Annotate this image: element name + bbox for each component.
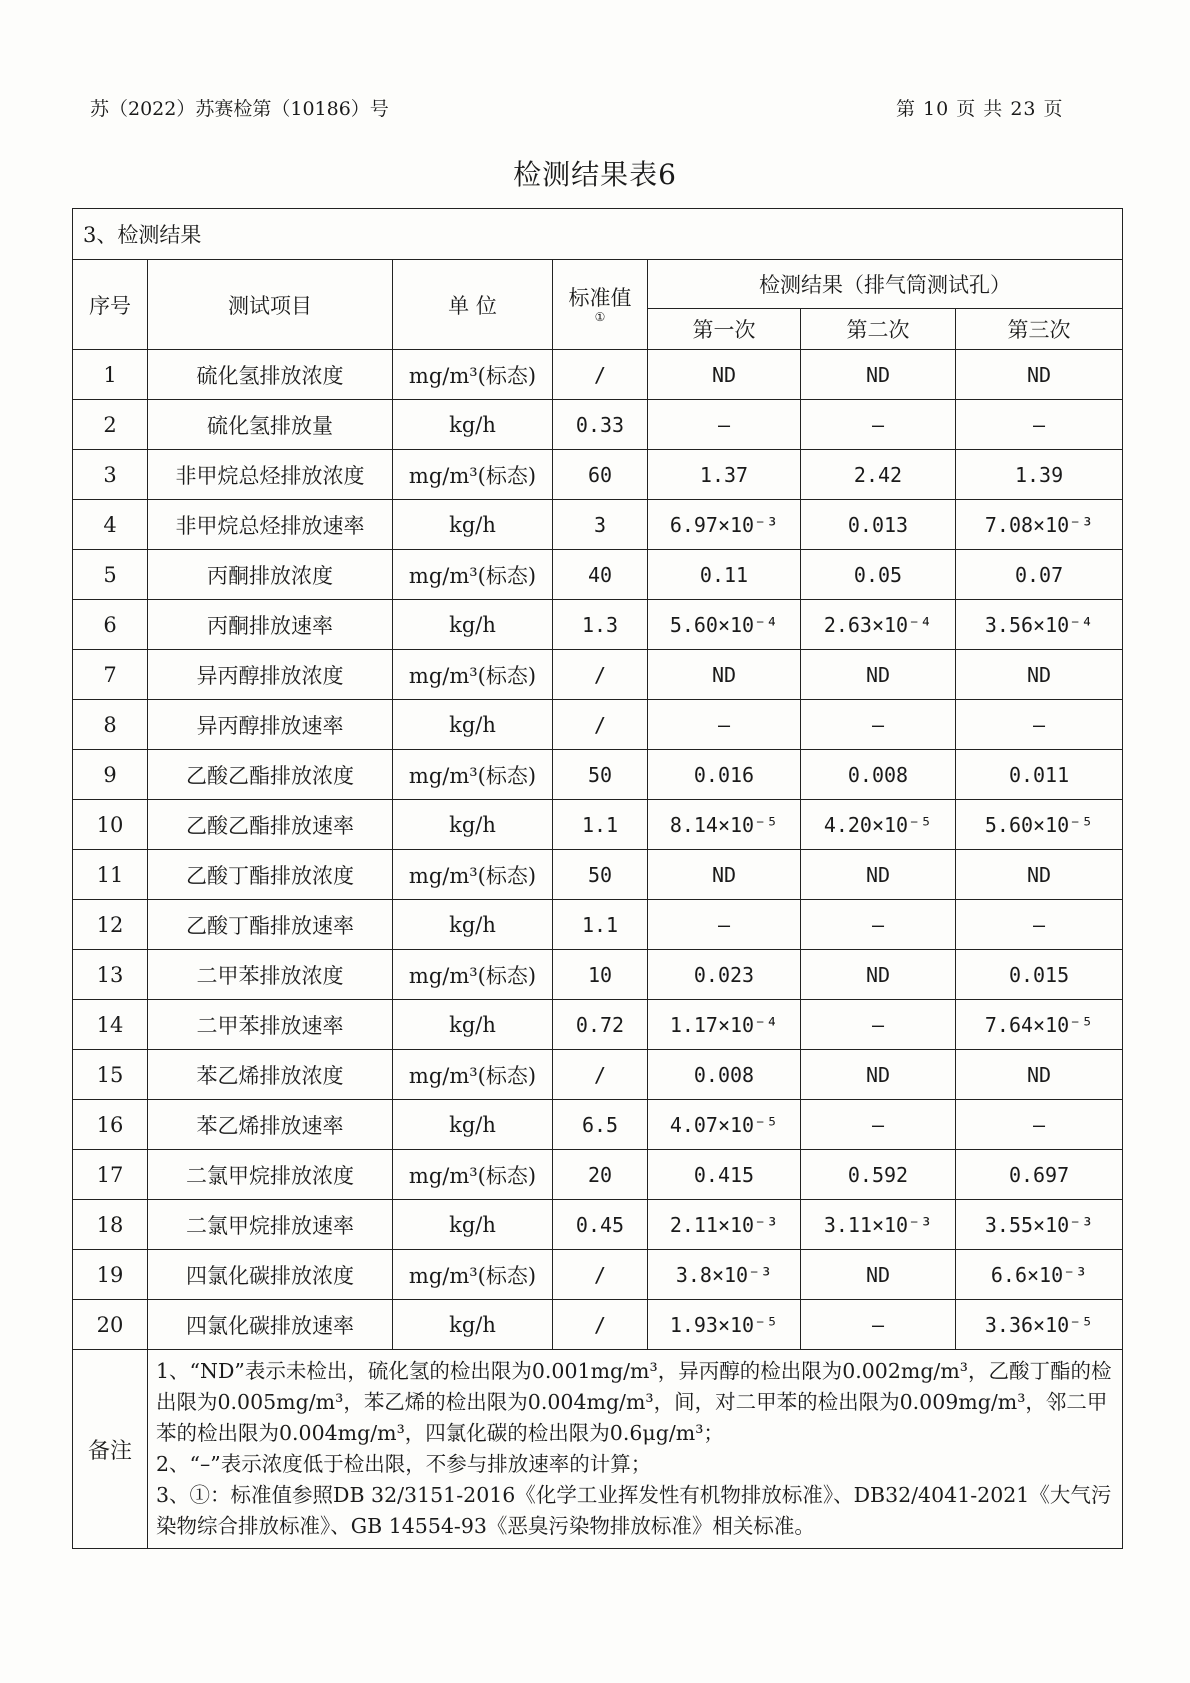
row-result-first: 1.37 xyxy=(648,450,801,500)
row-seq: 13 xyxy=(73,950,148,1000)
row-result-third: ND xyxy=(956,650,1123,700)
row-result-first: 4.07×10⁻⁵ xyxy=(648,1100,801,1150)
row-result-first: 5.60×10⁻⁴ xyxy=(648,600,801,650)
row-unit: kg/h xyxy=(393,900,553,950)
row-unit: mg/m³(标态) xyxy=(393,850,553,900)
row-result-third: – xyxy=(956,900,1123,950)
row-seq: 15 xyxy=(73,1050,148,1100)
header-third: 第三次 xyxy=(956,309,1123,350)
row-result-second: ND xyxy=(801,1250,956,1300)
row-result-first: 0.415 xyxy=(648,1150,801,1200)
row-result-second: ND xyxy=(801,850,956,900)
row-result-second: 2.63×10⁻⁴ xyxy=(801,600,956,650)
row-item: 乙酸丁酯排放浓度 xyxy=(148,850,393,900)
report-number: 苏（2022）苏赛检第（10186）号 xyxy=(90,98,389,120)
row-seq: 9 xyxy=(73,750,148,800)
row-seq: 19 xyxy=(73,1250,148,1300)
row-seq: 4 xyxy=(73,500,148,550)
row-unit: mg/m³(标态) xyxy=(393,1150,553,1200)
table-row xyxy=(73,600,1123,650)
row-seq: 3 xyxy=(73,450,148,500)
row-unit: kg/h xyxy=(393,1300,553,1350)
row-result-first: 3.8×10⁻³ xyxy=(648,1250,801,1300)
table-row xyxy=(73,950,1123,1000)
row-result-third: – xyxy=(956,700,1123,750)
row-result-second: ND xyxy=(801,350,956,400)
row-unit: kg/h xyxy=(393,500,553,550)
row-result-third: – xyxy=(956,1100,1123,1150)
header-first: 第一次 xyxy=(648,309,801,350)
row-result-second: 3.11×10⁻³ xyxy=(801,1200,956,1250)
row-result-first: 6.97×10⁻³ xyxy=(648,500,801,550)
row-result-third: 3.36×10⁻⁵ xyxy=(956,1300,1123,1350)
row-result-second: 2.42 xyxy=(801,450,956,500)
row-seq: 2 xyxy=(73,400,148,450)
row-result-third: 3.56×10⁻⁴ xyxy=(956,600,1123,650)
table-row xyxy=(73,1100,1123,1150)
header-standard-footnote-mark: ① xyxy=(594,310,606,325)
table-row xyxy=(73,700,1123,750)
remark-line-2: 2、“–”表示浓度低于检出限，不参与排放速率的计算； xyxy=(156,1452,652,1476)
row-result-third: 1.39 xyxy=(956,450,1123,500)
row-result-third: 5.60×10⁻⁵ xyxy=(956,800,1123,850)
table-row xyxy=(73,350,1123,400)
row-item: 硫化氢排放量 xyxy=(148,400,393,450)
table-row xyxy=(73,500,1123,550)
row-result-third: 0.697 xyxy=(956,1150,1123,1200)
table-row xyxy=(73,1150,1123,1200)
page-title: 检测结果表6 xyxy=(513,158,677,191)
row-item: 异丙醇排放浓度 xyxy=(148,650,393,700)
row-unit: kg/h xyxy=(393,700,553,750)
remarks-content xyxy=(148,1350,1123,1549)
row-result-second: – xyxy=(801,1100,956,1150)
row-standard: / xyxy=(553,1300,648,1350)
row-standard: / xyxy=(553,650,648,700)
row-unit: mg/m³(标态) xyxy=(393,450,553,500)
row-result-first: 0.023 xyxy=(648,950,801,1000)
row-item: 非甲烷总烃排放速率 xyxy=(148,500,393,550)
row-result-first: – xyxy=(648,700,801,750)
header-seq: 序号 xyxy=(73,260,148,350)
row-item: 苯乙烯排放速率 xyxy=(148,1100,393,1150)
row-unit: mg/m³(标态) xyxy=(393,550,553,600)
row-seq: 11 xyxy=(73,850,148,900)
header-standard xyxy=(553,260,648,350)
row-seq: 5 xyxy=(73,550,148,600)
row-seq: 20 xyxy=(73,1300,148,1350)
row-result-second: ND xyxy=(801,650,956,700)
row-item: 丙酮排放浓度 xyxy=(148,550,393,600)
table-row xyxy=(73,400,1123,450)
remarks-label: 备注 xyxy=(73,1350,148,1549)
table-row xyxy=(73,1200,1123,1250)
row-unit: mg/m³(标态) xyxy=(393,750,553,800)
page-indicator: 第 10 页 共 23 页 xyxy=(896,98,1064,120)
row-standard: 40 xyxy=(553,550,648,600)
row-standard: 3 xyxy=(553,500,648,550)
row-result-second: 0.05 xyxy=(801,550,956,600)
row-standard: 1.1 xyxy=(553,800,648,850)
table-row xyxy=(73,800,1123,850)
row-standard: 1.1 xyxy=(553,900,648,950)
table-row xyxy=(73,1050,1123,1100)
row-unit: mg/m³(标态) xyxy=(393,1250,553,1300)
row-result-first: 2.11×10⁻³ xyxy=(648,1200,801,1250)
row-unit: mg/m³(标态) xyxy=(393,1050,553,1100)
row-item: 二甲苯排放速率 xyxy=(148,1000,393,1050)
header-standard-label: 标准值 xyxy=(568,285,632,310)
row-result-third: ND xyxy=(956,850,1123,900)
row-result-second: – xyxy=(801,1300,956,1350)
row-result-second: – xyxy=(801,700,956,750)
row-standard: 50 xyxy=(553,850,648,900)
row-result-first: ND xyxy=(648,850,801,900)
table-row xyxy=(73,750,1123,800)
row-result-third: 0.07 xyxy=(956,550,1123,600)
row-result-second: – xyxy=(801,900,956,950)
row-seq: 8 xyxy=(73,700,148,750)
row-result-second: – xyxy=(801,1000,956,1050)
row-result-third: 0.011 xyxy=(956,750,1123,800)
table-row xyxy=(73,450,1123,500)
header-second: 第二次 xyxy=(801,309,956,350)
row-standard: / xyxy=(553,700,648,750)
row-unit: kg/h xyxy=(393,400,553,450)
row-item: 四氯化碳排放浓度 xyxy=(148,1250,393,1300)
row-result-second: ND xyxy=(801,1050,956,1100)
row-standard: 6.5 xyxy=(553,1100,648,1150)
row-unit: mg/m³(标态) xyxy=(393,350,553,400)
row-result-first: ND xyxy=(648,650,801,700)
row-result-second: 0.008 xyxy=(801,750,956,800)
row-unit: mg/m³(标态) xyxy=(393,650,553,700)
row-unit: kg/h xyxy=(393,1000,553,1050)
row-result-second: 0.013 xyxy=(801,500,956,550)
table-row xyxy=(73,1300,1123,1350)
row-seq: 17 xyxy=(73,1150,148,1200)
row-item: 乙酸乙酯排放浓度 xyxy=(148,750,393,800)
row-unit: kg/h xyxy=(393,800,553,850)
row-standard: 0.45 xyxy=(553,1200,648,1250)
table-row xyxy=(73,1000,1123,1050)
row-seq: 7 xyxy=(73,650,148,700)
row-result-first: – xyxy=(648,900,801,950)
row-result-third: 6.6×10⁻³ xyxy=(956,1250,1123,1300)
section-label: 3、检测结果 xyxy=(73,209,1123,260)
row-result-first: – xyxy=(648,400,801,450)
row-item: 苯乙烯排放浓度 xyxy=(148,1050,393,1100)
row-item: 二氯甲烷排放浓度 xyxy=(148,1150,393,1200)
row-item: 乙酸丁酯排放速率 xyxy=(148,900,393,950)
row-item: 异丙醇排放速率 xyxy=(148,700,393,750)
row-item: 二氯甲烷排放速率 xyxy=(148,1200,393,1250)
row-result-first: 8.14×10⁻⁵ xyxy=(648,800,801,850)
row-item: 硫化氢排放浓度 xyxy=(148,350,393,400)
row-unit: kg/h xyxy=(393,600,553,650)
row-result-third: ND xyxy=(956,350,1123,400)
row-standard: 1.3 xyxy=(553,600,648,650)
row-result-third: 7.64×10⁻⁵ xyxy=(956,1000,1123,1050)
row-result-third: ND xyxy=(956,1050,1123,1100)
table-row xyxy=(73,1250,1123,1300)
row-result-third: 7.08×10⁻³ xyxy=(956,500,1123,550)
row-result-third: – xyxy=(956,400,1123,450)
row-seq: 18 xyxy=(73,1200,148,1250)
row-seq: 14 xyxy=(73,1000,148,1050)
results-table xyxy=(72,208,1123,1549)
row-result-second: 0.592 xyxy=(801,1150,956,1200)
results-body xyxy=(73,350,1123,1350)
row-result-third: 0.015 xyxy=(956,950,1123,1000)
row-standard: / xyxy=(553,1050,648,1100)
row-standard: 0.33 xyxy=(553,400,648,450)
header-results-group: 检测结果（排气筒测试孔） xyxy=(648,260,1123,309)
row-standard: / xyxy=(553,350,648,400)
row-result-second: 4.20×10⁻⁵ xyxy=(801,800,956,850)
row-result-first: 0.11 xyxy=(648,550,801,600)
header-unit: 单 位 xyxy=(393,260,553,350)
table-row xyxy=(73,650,1123,700)
row-result-second: ND xyxy=(801,950,956,1000)
row-result-first: 0.008 xyxy=(648,1050,801,1100)
row-standard: 50 xyxy=(553,750,648,800)
row-item: 丙酮排放速率 xyxy=(148,600,393,650)
row-unit: kg/h xyxy=(393,1200,553,1250)
header-item: 测试项目 xyxy=(148,260,393,350)
remark-line-1: 1、“ND”表示未检出，硫化氢的检出限为0.001mg/m³，异丙醇的检出限为0.002mg/m³，乙酸丁酯的检出限为0.005mg/m³，苯乙烯的检出限为0.004mg/m³，间，对二甲苯的检出限为0.009mg/m³，邻二甲苯的检出限为0.004mg/m³，四氯化碳的检出限为0.6μg/m³； xyxy=(156,1359,1112,1445)
row-result-second: – xyxy=(801,400,956,450)
row-item: 四氯化碳排放速率 xyxy=(148,1300,393,1350)
row-seq: 10 xyxy=(73,800,148,850)
table-row xyxy=(73,850,1123,900)
row-result-third: 3.55×10⁻³ xyxy=(956,1200,1123,1250)
row-result-first: 1.17×10⁻⁴ xyxy=(648,1000,801,1050)
remark-line-3: 3、①：标准值参照DB 32/3151-2016《化学工业挥发性有机物排放标准》、DB32/4041-2021《大气污染物综合排放标准》、GB 14554-93《恶臭污染物排放标准》相关标准。 xyxy=(156,1483,1112,1538)
table-row xyxy=(73,550,1123,600)
row-seq: 12 xyxy=(73,900,148,950)
row-result-first: 0.016 xyxy=(648,750,801,800)
row-unit: mg/m³(标态) xyxy=(393,950,553,1000)
row-unit: kg/h xyxy=(393,1100,553,1150)
table-row xyxy=(73,900,1123,950)
row-standard: 20 xyxy=(553,1150,648,1200)
row-seq: 1 xyxy=(73,350,148,400)
row-result-first: 1.93×10⁻⁵ xyxy=(648,1300,801,1350)
row-item: 乙酸乙酯排放速率 xyxy=(148,800,393,850)
row-item: 二甲苯排放浓度 xyxy=(148,950,393,1000)
row-seq: 16 xyxy=(73,1100,148,1150)
row-standard: 10 xyxy=(553,950,648,1000)
row-standard: 0.72 xyxy=(553,1000,648,1050)
row-standard: / xyxy=(553,1250,648,1300)
row-seq: 6 xyxy=(73,600,148,650)
row-item: 非甲烷总烃排放浓度 xyxy=(148,450,393,500)
row-standard: 60 xyxy=(553,450,648,500)
row-result-first: ND xyxy=(648,350,801,400)
